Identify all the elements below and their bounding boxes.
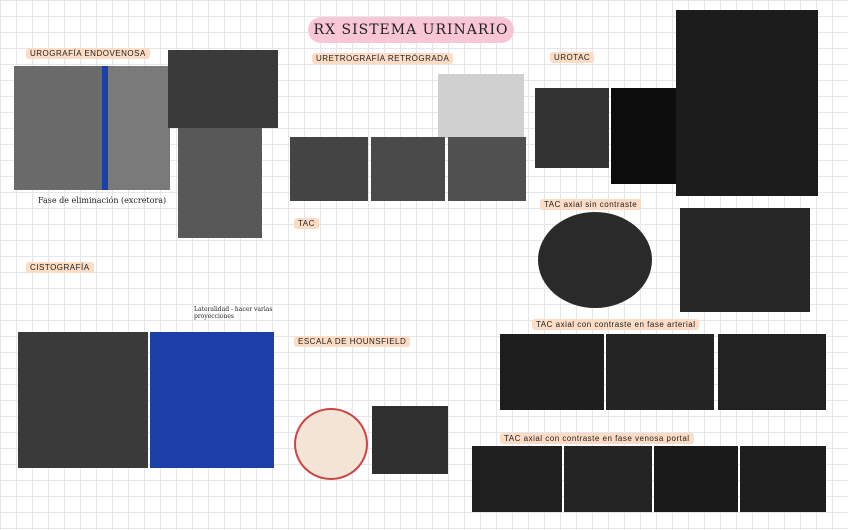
section-cistografia: CISTOGRAFÍA xyxy=(26,262,94,273)
section-urotac: UROTAC xyxy=(550,52,594,63)
tac-portal-img-2 xyxy=(564,446,652,512)
hounsfield-diagram xyxy=(294,408,368,480)
urotac-3d xyxy=(611,88,679,184)
tac-portal-img-3 xyxy=(654,446,738,512)
tac-arterial-img-2 xyxy=(606,334,714,410)
section-escala: ESCALA DE HOUNSFIELD xyxy=(294,336,410,347)
uretrografia-img-2 xyxy=(371,137,445,201)
section-tac-portal: TAC axial con contraste en fase venosa portal xyxy=(500,433,694,444)
cistografia-img-2 xyxy=(150,332,274,468)
section-tac: TAC xyxy=(294,218,319,229)
section-urografia: UROGRAFÍA ENDOVENOSA xyxy=(26,48,150,59)
escala-notes xyxy=(294,350,474,404)
page-title: RX SISTEMA URINARIO xyxy=(308,17,514,43)
uretrografia-notes xyxy=(296,66,436,132)
tac-axial-img-2 xyxy=(680,208,810,312)
urografia-xray-2 xyxy=(108,66,170,190)
cistografia-notes xyxy=(24,276,184,328)
tac-portal-img-1 xyxy=(472,446,562,512)
urografia-caption: Fase de eliminación (excretora) xyxy=(38,196,167,205)
cistografia-img-1 xyxy=(18,332,148,468)
urotac-img-1 xyxy=(535,88,609,168)
tac-arterial-img-3 xyxy=(718,334,826,410)
tac-arterial-img-1 xyxy=(500,334,604,410)
cistografia-note: Lateralidad - hacer varias proyecciones xyxy=(194,306,273,320)
hounsfield-ct xyxy=(372,406,448,474)
urografia-xray-3 xyxy=(168,50,278,128)
tac-axial-img-1 xyxy=(538,212,652,308)
section-tac-axial: TAC axial sin contraste xyxy=(540,199,641,210)
section-uretrografia: URETROGRAFÍA RETRÓGRADA xyxy=(312,53,453,64)
section-tac-arterial: TAC axial con contraste en fase arterial xyxy=(532,319,699,330)
tac-notes xyxy=(292,234,526,328)
urografia-xray-4 xyxy=(178,128,262,238)
urografia-xray-1 xyxy=(14,66,102,190)
tac-portal-img-4 xyxy=(740,446,826,512)
urotac-ct-grid xyxy=(676,10,818,196)
uretrografia-img-3 xyxy=(448,137,526,201)
uretrografia-img-1 xyxy=(290,137,368,201)
uretrografia-diagram xyxy=(438,74,524,138)
